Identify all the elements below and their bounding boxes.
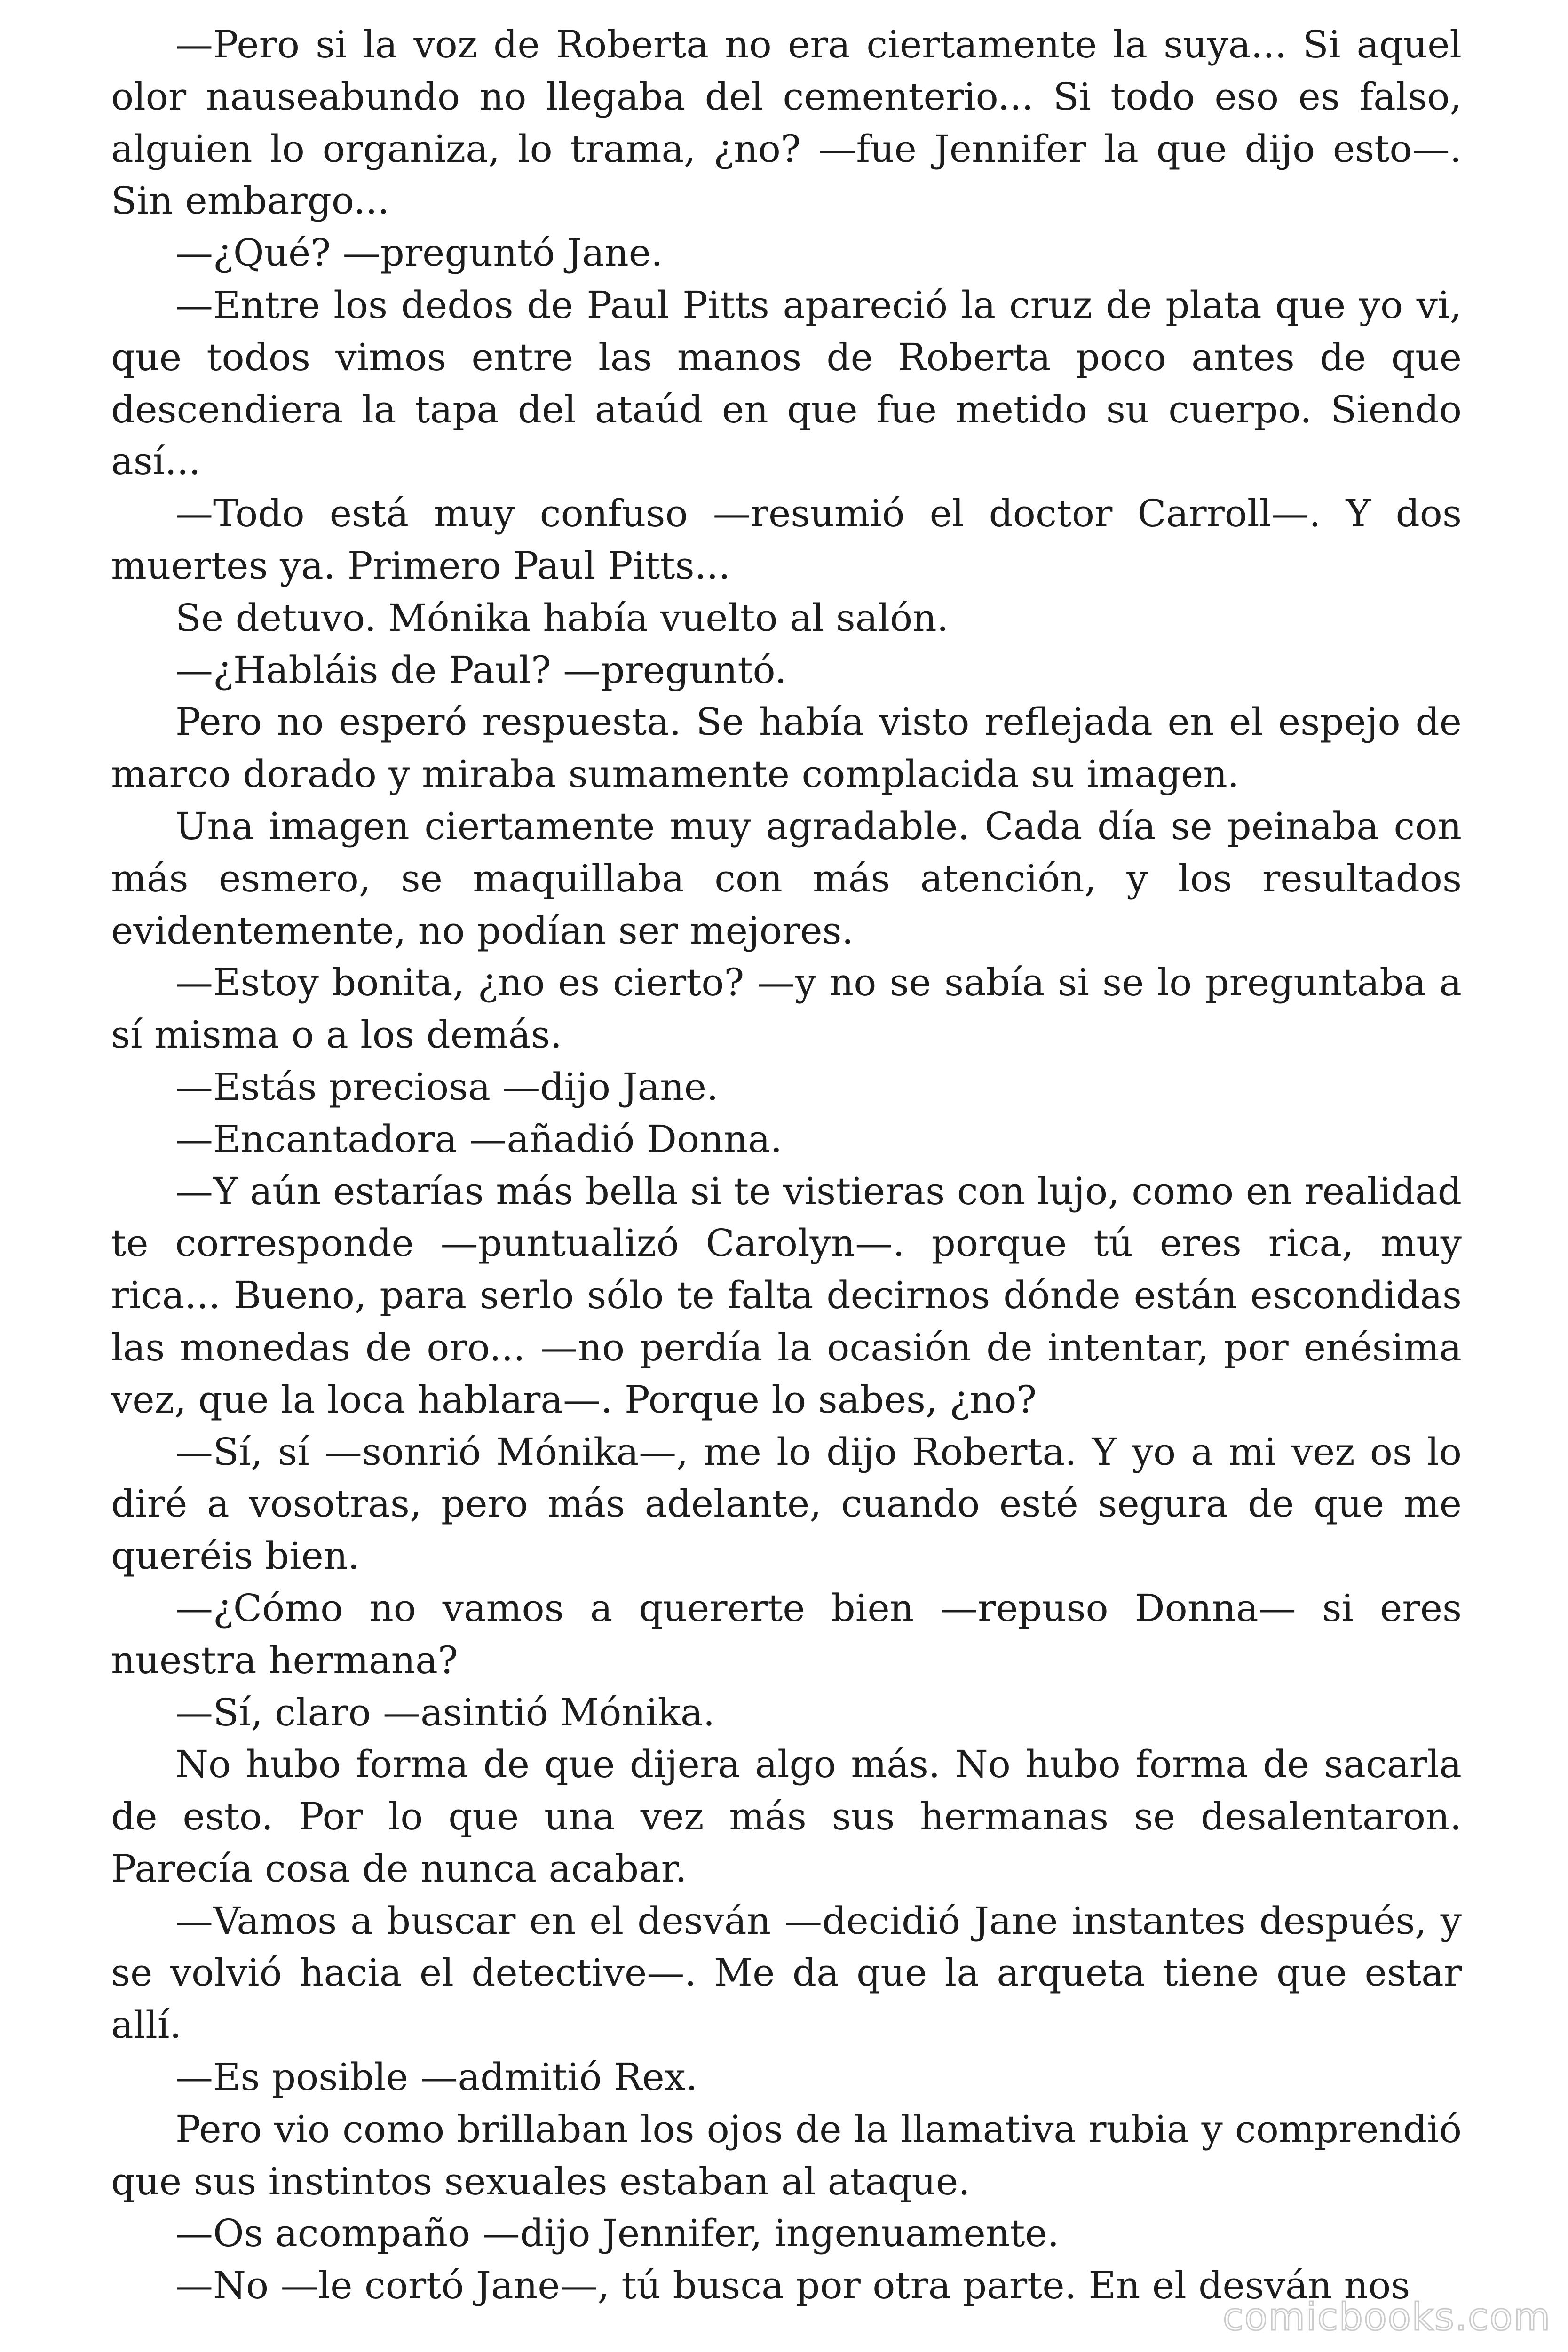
paragraph: —Sí, sí —sonrió Mónika—, me lo dijo Roberta. Y yo a mi vez os lo diré a vosotras, pero más adelante, cuando esté segura de que me queréis bien. (111, 1430, 1462, 1578)
paragraph: —Encantadora —añadió Donna. (175, 1117, 783, 1161)
paragraph: —No —le cortó Jane—, tú busca por otra parte. En el desván nos (175, 2264, 1410, 2308)
paragraph: —Vamos a buscar en el desván —decidió Jane instantes después, y se volvió hacia el detective—. Me da que la arqueta tiene que estar allí. (111, 1899, 1462, 2047)
paragraph: —¿Qué? —preguntó Jane. (175, 231, 663, 275)
watermark: comicbooks.com (1222, 2295, 1551, 2339)
book-page-text (111, 19, 1462, 2338)
paragraph: —Estás preciosa —dijo Jane. (175, 1065, 719, 1109)
paragraph: —Es posible —admitió Rex. (175, 2055, 698, 2099)
paragraph: —Y aún estarías más bella si te vistieras con lujo, como en realidad te corresponde —puntualizó Carolyn—. porque tú eres rica, muy rica... Bueno, para serlo sólo te falta decirnos dónde están escondidas las monedas de oro... —no perdía la ocasión de intentar, por enésima vez, que la loca hablara—. Porque lo sabes, ¿no? (111, 1169, 1462, 1422)
paragraph: —Entre los dedos de Paul Pitts apareció la cruz de plata que yo vi, que todos vimos entre las manos de Roberta poco antes de que descendiera la tapa del ataúd en que fue metido su cuerpo. Siendo así... (111, 283, 1462, 484)
paragraph: —¿Habláis de Paul? —preguntó. (175, 648, 787, 692)
paragraph: Pero no esperó respuesta. Se había visto reflejada en el espejo de marco dorado y miraba sumamente complacida su imagen. (111, 700, 1462, 796)
paragraph: —Estoy bonita, ¿no es cierto? —y no se sabía si se lo preguntaba a sí misma o a los demás. (111, 961, 1462, 1057)
paragraph: Se detuvo. Mónika había vuelto al salón. (175, 596, 949, 640)
paragraph: —Todo está muy confuso —resumió el doctor Carroll—. Y dos muertes ya. Primero Paul Pitts... (111, 492, 1462, 588)
paragraph: —Pero si la voz de Roberta no era ciertamente la suya... Si aquel olor nauseabundo no llegaba del cementerio... Si todo eso es falso, alguien lo organiza, lo trama, ¿no? —fue Jennifer la que dijo esto—. Sin embargo... (111, 23, 1462, 223)
paragraph: —Os acompaño —dijo Jennifer, ingenuamente. (175, 2211, 1060, 2256)
paragraph: Una imagen ciertamente muy agradable. Cada día se peinaba con más esmero, se maquillaba con más atención, y los resultados evidentemente, no podían ser mejores. (111, 804, 1462, 953)
paragraph: No hubo forma de que dijera algo más. No hubo forma de sacarla de esto. Por lo que una vez más sus hermanas se desalentaron. Parecía cosa de nunca acabar. (111, 1742, 1462, 1891)
paragraph: —Sí, claro —asintió Mónika. (175, 1690, 715, 1734)
paragraph: Pero vio como brillaban los ojos de la llamativa rubia y comprendió que sus instintos sexuales estaban al ataque. (111, 2107, 1462, 2203)
paragraph: —¿Cómo no vamos a quererte bien —repuso Donna— si eres nuestra hermana? (111, 1586, 1462, 1682)
